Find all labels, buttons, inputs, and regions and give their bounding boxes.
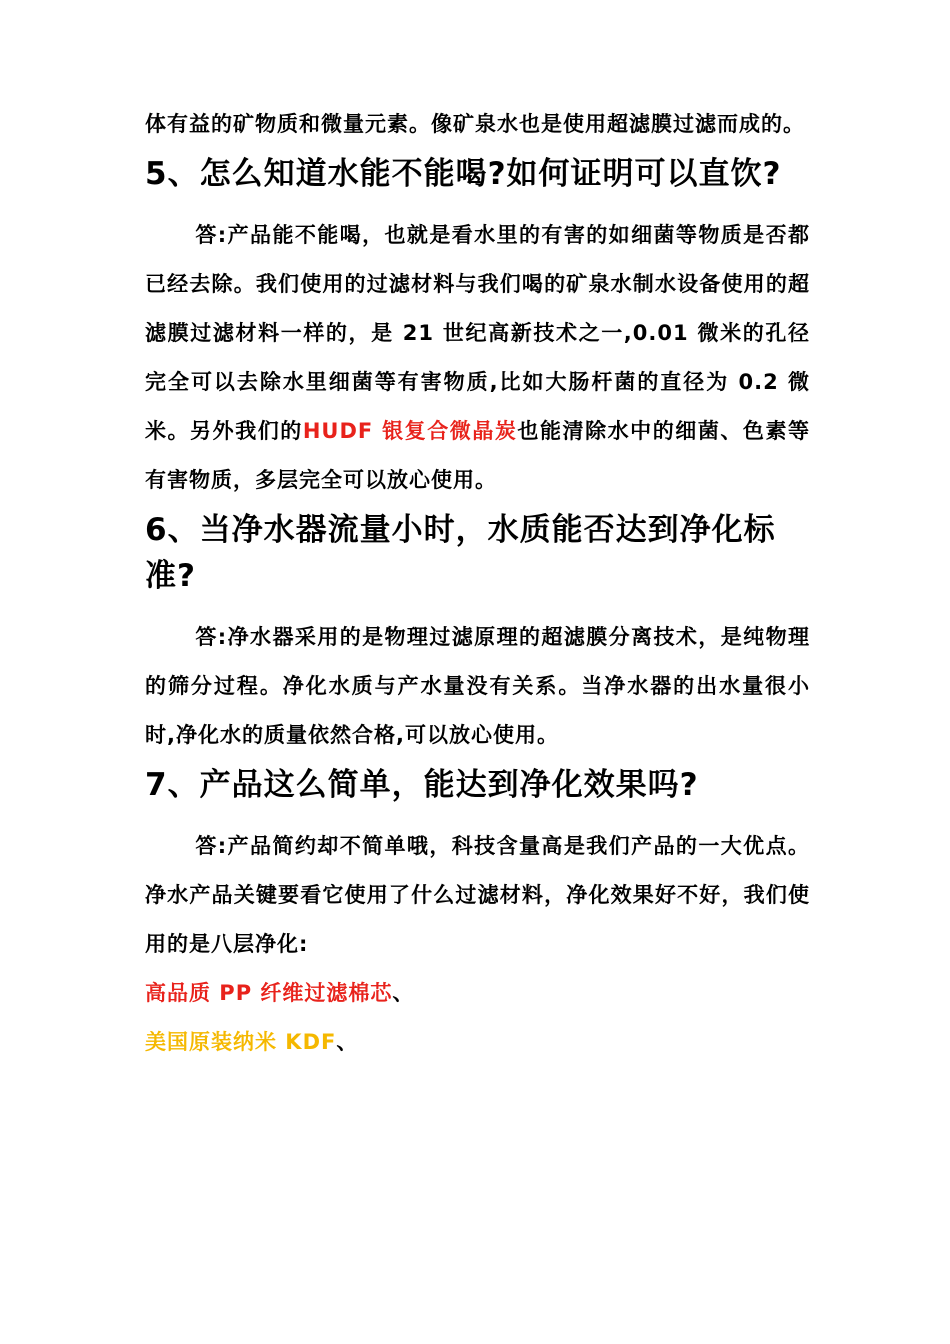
filter-item [145, 969, 810, 1018]
question-5-answer [145, 211, 810, 505]
filter-item-label: 高品质 PP 纤维过滤棉芯 [145, 981, 393, 1005]
answer-text: 答:产品能不能喝，也就是看水里的有害的如细菌等物质是否都已经去除。我们使用的过滤材料与我们喝的矿泉水制水设备使用的超滤膜过滤材料一样的，是 21 世纪高新技术之一,0.01 微米的孔径完全可以去除水里细菌等有害物质,比如大肠杆菌的直径为 0.2 微米。另外我们的 [145, 223, 810, 443]
question-6-answer: 答:净水器采用的是物理过滤原理的超滤膜分离技术，是纯物理的筛分过程。净化水质与产水量没有关系。当净水器的出水量很小时,净化水的质量依然合格,可以放心使用。 [145, 625, 810, 747]
question-5-heading: 5、怎么知道水能不能喝?如何证明可以直饮? [145, 156, 782, 192]
question-6-heading: 6、当净水器流量小时，水质能否达到净化标准? [145, 512, 776, 594]
filter-item-separator: 、 [392, 981, 415, 1005]
intro-paragraph: 体有益的矿物质和微量元素。像矿泉水也是使用超滤膜过滤而成的。 [145, 112, 805, 136]
document-body [145, 100, 810, 1067]
filter-item [145, 1018, 810, 1067]
question-7-heading: 7、产品这么简单，能达到净化效果吗? [145, 767, 699, 803]
filter-item-separator: 、 [336, 1030, 359, 1054]
question-7-answer: 答:产品简约却不简单哦，科技含量高是我们产品的一大优点。净水产品关键要看它使用了什么过滤材料，净化效果好不好，我们使用的是八层净化: [145, 834, 810, 956]
highlight-text: HUDF 银复合微晶炭 [302, 419, 518, 443]
answer-text: 也能清除水中的细菌、色素等有害物质，多层完全可以放心使用。 [145, 419, 811, 492]
filter-item-label: 美国原装纳米 KDF [145, 1030, 337, 1054]
